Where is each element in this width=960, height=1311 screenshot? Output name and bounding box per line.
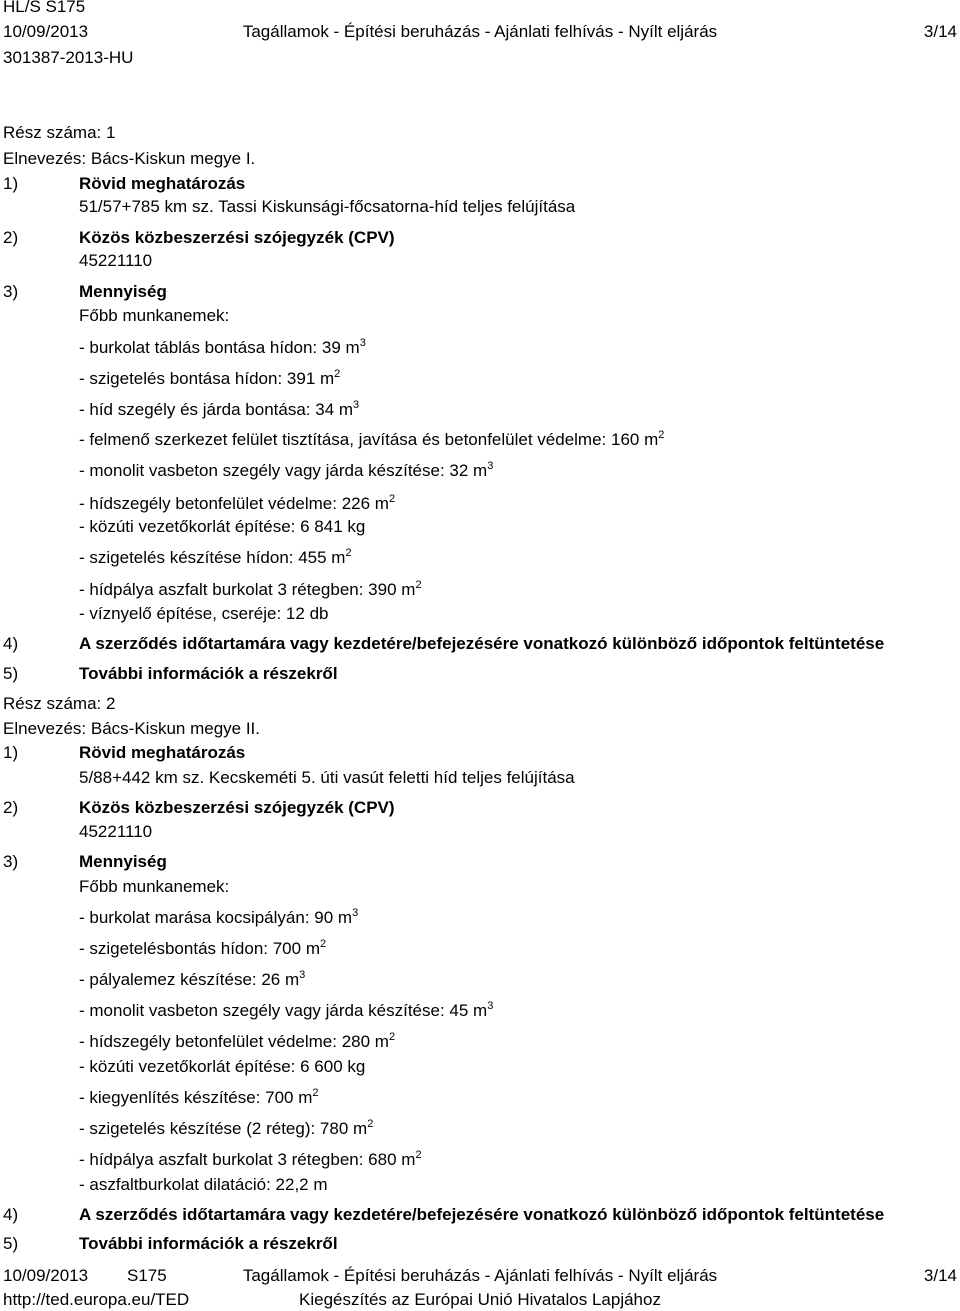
quantity-item: - pályalemez készítése: 26 $m^3$ [79,969,306,989]
footer-publisher: Kiegészítés az Európai Unió Hivatalos Lapjához [299,1290,661,1309]
section-number: 5) [3,664,19,683]
quantity-item: - szigetelésbontás hídon: 700 $m^2$ [79,938,327,958]
quantity-item: - közúti vezetőkorlát építése: 6 841 kg [79,517,366,536]
section-number: 2) [3,228,19,247]
header-title: Tagállamok - Építési beruházás - Ajánlati felhívás - Nyílt eljárás [242,22,718,41]
quantity-item: - szigetelés készítése (2 réteg): 780 $m^2$ [79,1118,374,1138]
cpv-code: 45221110 [79,822,153,841]
footer-title: Tagállamok - Építési beruházás - Ajánlati felhívás - Nyílt eljárás [242,1266,718,1285]
header-page-number: 3/14 [923,22,957,41]
short-description-text: 5/88+442 km sz. Kecskeméti 5. úti vasút feletti híd teljes felújítása [79,768,575,787]
section-number: 2) [3,798,19,817]
quantity-item: - hídszegély betonfelület védelme: 226 $m^2$ [79,493,396,513]
section-number: 3) [3,852,19,871]
quantity-item: - hídszegély betonfelület védelme: 280 $m^2$ [79,1031,396,1051]
section-title-cpv: Közös közbeszerzési szójegyzék (CPV) [79,228,395,247]
short-description-text: 51/57+785 km sz. Tassi Kiskunsági-főcsatorna-híd teljes felújítása [79,197,576,216]
section-title-short-description: Rövid meghatározás [79,743,246,762]
footer-page-number: 3/14 [923,1266,957,1285]
section-number: 1) [3,174,19,193]
section-title-cpv: Közös közbeszerzési szójegyzék (CPV) [79,798,395,817]
header-date: 10/09/2013 [3,22,89,41]
quantity-item: - híd szegély és járda bontása: 34 $m^3$ [79,399,360,419]
footer-series: S175 [127,1266,167,1285]
section-title-quantity: Mennyiség [79,282,167,301]
header-doc-ref: HL/S S175 [3,0,86,16]
quantity-item: - szigetelés bontása hídon: 391 $m^2$ [79,368,341,388]
section-title-duration: A szerződés időtartamára vagy kezdetére/befejezésére vonatkozó különböző időpontok feltüntetése [79,1205,885,1224]
section-title-short-description: Rövid meghatározás [79,174,246,193]
section-number: 1) [3,743,19,762]
quantity-item: - szigetelés készítése hídon: 455 $m^2$ [79,547,352,567]
lot-name: Elnevezés: Bács-Kiskun megye I. [3,149,256,168]
quantity-item: - aszfaltburkolat dilatáció: 22,2 m [79,1175,328,1194]
lot-number: Rész száma: 1 [3,123,116,142]
lot-number: Rész száma: 2 [3,694,116,713]
section-number: 4) [3,634,19,653]
quantity-item: - víznyelő építése, cseréje: 12 db [79,604,329,623]
cpv-code: 45221110 [79,251,153,270]
quantity-intro: Főbb munkanemek: [79,306,230,325]
lot-name: Elnevezés: Bács-Kiskun megye II. [3,719,261,738]
section-number: 5) [3,1234,19,1253]
section-number: 4) [3,1205,19,1224]
section-title-quantity: Mennyiség [79,852,167,871]
quantity-item: - hídpálya aszfalt burkolat 3 rétegben: 680 $m^2$ [79,1149,422,1169]
quantity-item: - kiegyenlítés készítése: 700 $m^2$ [79,1087,319,1107]
section-title-duration: A szerződés időtartamára vagy kezdetére/befejezésére vonatkozó különböző időpontok feltüntetése [79,634,885,653]
quantity-item: - hídpálya aszfalt burkolat 3 rétegben: 390 $m^2$ [79,579,422,599]
section-number: 3) [3,282,19,301]
quantity-item: - monolit vasbeton szegély vagy járda készítése: 45 $m^3$ [79,1000,494,1020]
quantity-item: - burkolat marása kocsipályán: 90 $m^3$ [79,907,359,927]
section-title-additional-info: További információk a részekről [79,664,338,683]
quantity-item: - felmenő szerkezet felület tisztítása, javítása és betonfelület védelme: 160 $m^2$ [79,429,665,449]
quantity-item: - közúti vezetőkorlát építése: 6 600 kg [79,1057,366,1076]
quantity-intro: Főbb munkanemek: [79,877,230,896]
footer-date: 10/09/2013 [3,1266,89,1285]
section-title-additional-info: További információk a részekről [79,1234,338,1253]
quantity-item: - monolit vasbeton szegély vagy járda készítése: 32 $m^3$ [79,460,494,480]
quantity-item: - burkolat táblás bontása hídon: 39 $m^3$ [79,337,366,357]
footer-url-link[interactable]: http://ted.europa.eu/TED [3,1290,190,1309]
header-doc-id: 301387-2013-HU [3,48,134,67]
